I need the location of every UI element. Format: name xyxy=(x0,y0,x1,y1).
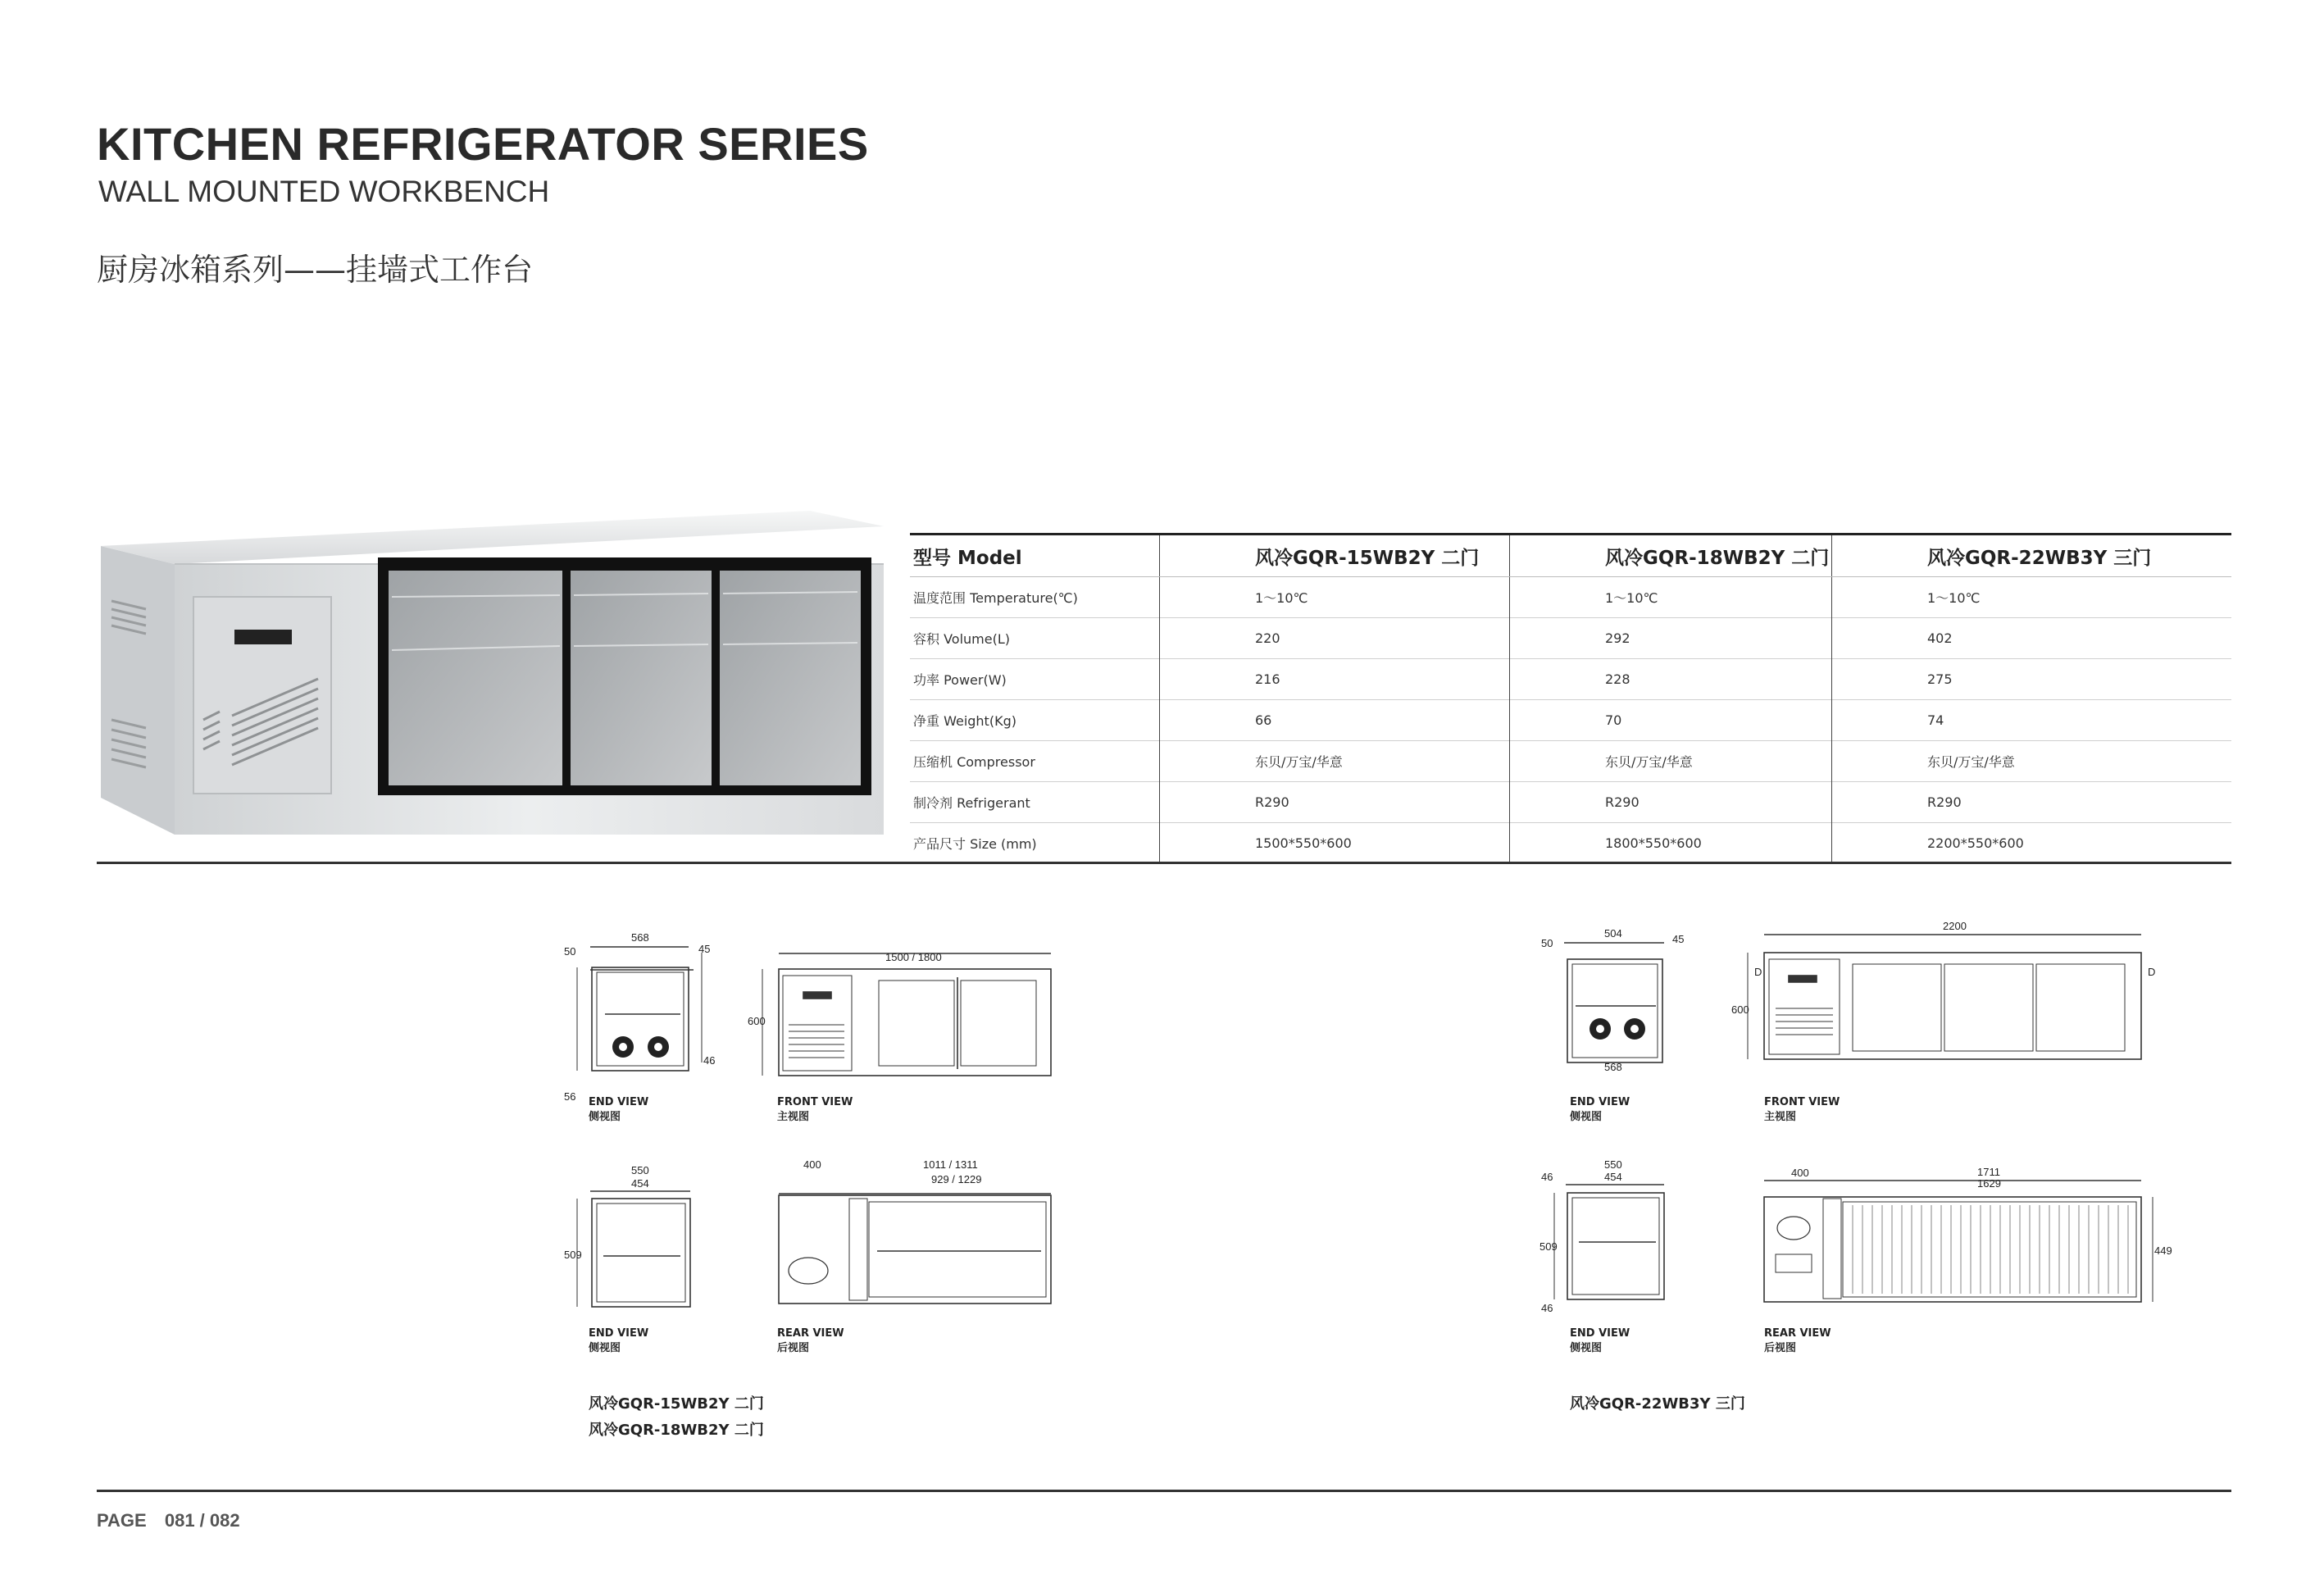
caption-cn: 侧视图 xyxy=(1570,1342,1603,1354)
spec-cell: 1800*550*600 xyxy=(1510,823,1832,864)
rear-view-right xyxy=(1764,1181,2153,1302)
dim-end2-height: 509 xyxy=(564,1249,582,1261)
spec-param: 制冷剂 Refrigerant xyxy=(913,795,1030,811)
door-marker-left: D xyxy=(1754,966,1762,978)
dim-r-front-width: 2200 xyxy=(1943,920,1967,932)
caption-cn: 主视图 xyxy=(777,1111,810,1123)
spec-cell: 2200*550*600 xyxy=(1832,823,2232,864)
spec-cell: 275 xyxy=(1832,659,2232,700)
caption-en: END VIEW xyxy=(1570,1096,1630,1108)
dim-front-width: 1500 / 1800 xyxy=(885,951,942,963)
spec-header-model-2: 风冷GQR-18WB2Y 二门 xyxy=(1510,535,1832,577)
spec-cell: 1～10℃ xyxy=(1160,577,1510,618)
model-name: 风冷GQR-22WB3Y 三门 xyxy=(1570,1395,1745,1413)
spec-param: 温度范围 Temperature(℃) xyxy=(913,590,1078,606)
end-view-left-2 xyxy=(577,1191,690,1307)
spec-cell: 1～10℃ xyxy=(1832,577,2232,618)
dim-r-end2-height: 509 xyxy=(1539,1240,1558,1253)
chinese-title: 厨房冰箱系列——挂墙式工作台 xyxy=(97,252,534,288)
dim-r-rear-outer: 1711 xyxy=(1977,1166,2000,1178)
spec-cell: R290 xyxy=(1510,782,1832,823)
spec-param: 压缩机 Compressor xyxy=(913,754,1035,770)
dim-end-width: 568 xyxy=(631,931,649,944)
caption-cn: 侧视图 xyxy=(589,1342,621,1354)
dim-r-rear-height: 449 xyxy=(2154,1244,2172,1257)
spec-cell: 东贝/万宝/华意 xyxy=(1160,741,1510,782)
page-label: PAGE xyxy=(97,1510,147,1531)
spec-cell: 东贝/万宝/华意 xyxy=(1832,741,2232,782)
caption-end-view-left-2 xyxy=(589,1326,648,1356)
dim-r-rear-left: 400 xyxy=(1791,1167,1809,1179)
dim-rear-left: 400 xyxy=(803,1158,821,1171)
caption-en: REAR VIEW xyxy=(1764,1327,1831,1340)
caption-en: END VIEW xyxy=(589,1327,649,1340)
caption-cn: 主视图 xyxy=(1764,1111,1797,1123)
spec-cell: 216 xyxy=(1160,659,1510,700)
model-name: 风冷GQR-18WB2Y 二门 xyxy=(589,1422,764,1439)
dim-r-end2-inner: 454 xyxy=(1604,1171,1622,1183)
dim-r-front-height: 600 xyxy=(1731,1003,1749,1016)
dim-r-rear-inner: 1629 xyxy=(1977,1177,2001,1190)
spec-cell: 402 xyxy=(1832,618,2232,659)
spec-param: 功率 Power(W) xyxy=(913,672,1007,688)
caption-cn: 侧视图 xyxy=(589,1111,621,1123)
dim-end-top: 45 xyxy=(698,943,711,955)
dim-end-bottom: 56 xyxy=(564,1090,576,1103)
caption-end-view-right xyxy=(1570,1095,1630,1125)
caption-rear-view-right xyxy=(1764,1326,1831,1356)
caption-end-view-right-2 xyxy=(1570,1326,1630,1356)
caption-cn: 侧视图 xyxy=(1570,1111,1603,1123)
dim-end-offset: 50 xyxy=(564,945,576,958)
dim-rear-outer: 1011 / 1311 xyxy=(923,1158,978,1171)
caption-front-view-right xyxy=(1764,1095,1840,1125)
caption-cn: 后视图 xyxy=(1764,1342,1797,1354)
dim-r-end-offset: 50 xyxy=(1541,937,1553,949)
dim-r-end2-bottom: 46 xyxy=(1541,1302,1553,1314)
spec-cell: 70 xyxy=(1510,700,1832,741)
dim-r-end2-top: 46 xyxy=(1541,1171,1553,1183)
dim-r-end-top: 45 xyxy=(1672,933,1685,945)
spec-header-param: 型号 Model xyxy=(910,535,1160,577)
caption-rear-view-left xyxy=(777,1326,844,1356)
model-label-right xyxy=(1570,1391,1745,1417)
page-count: 081 / 082 xyxy=(164,1510,240,1531)
dim-end-side: 46 xyxy=(703,1054,716,1067)
dim-r-end2-outer: 550 xyxy=(1604,1158,1622,1171)
spec-param: 净重 Weight(Kg) xyxy=(913,713,1016,729)
end-view-right xyxy=(1564,943,1664,1062)
end-view-left xyxy=(577,947,702,1071)
dim-r-end-width: 504 xyxy=(1604,927,1622,940)
spec-cell: 东贝/万宝/华意 xyxy=(1510,741,1832,782)
caption-end-view-left xyxy=(589,1095,648,1125)
spec-param: 容积 Volume(L) xyxy=(913,631,1010,647)
spec-cell: 74 xyxy=(1832,700,2232,741)
spec-cell: 292 xyxy=(1510,618,1832,659)
caption-en: END VIEW xyxy=(589,1096,649,1108)
front-view-right xyxy=(1748,935,2141,1059)
spec-header-model-1: 风冷GQR-15WB2Y 二门 xyxy=(1160,535,1510,577)
model-label-left xyxy=(589,1391,764,1444)
spec-cell: R290 xyxy=(1160,782,1510,823)
spec-cell: 1500*550*600 xyxy=(1160,823,1510,864)
spec-header-model-3: 风冷GQR-22WB3Y 三门 xyxy=(1832,535,2232,577)
rear-view-left xyxy=(779,1194,1051,1304)
door-marker-right: D xyxy=(2148,966,2156,978)
caption-en: FRONT VIEW xyxy=(777,1096,853,1108)
page-title: KITCHEN REFRIGERATOR SERIES xyxy=(97,118,869,170)
caption-en: FRONT VIEW xyxy=(1764,1096,1840,1108)
spec-param: 产品尺寸 Size (mm) xyxy=(913,836,1037,853)
spec-cell: 220 xyxy=(1160,618,1510,659)
caption-en: END VIEW xyxy=(1570,1327,1630,1340)
dim-rear-inner: 929 / 1229 xyxy=(931,1173,982,1185)
page-subtitle: WALL MOUNTED WORKBENCH xyxy=(98,175,550,208)
caption-cn: 后视图 xyxy=(777,1342,810,1354)
spec-cell: 228 xyxy=(1510,659,1832,700)
dim-front-height: 600 xyxy=(748,1015,766,1027)
dim-end2-inner: 454 xyxy=(631,1177,649,1190)
dim-r-end-bottom: 568 xyxy=(1604,1061,1622,1073)
page-number xyxy=(97,1510,240,1531)
caption-front-view-left xyxy=(777,1095,853,1125)
spec-cell: 1～10℃ xyxy=(1510,577,1832,618)
end-view-right-2 xyxy=(1554,1185,1664,1299)
footer-divider xyxy=(97,1490,2231,1492)
caption-en: REAR VIEW xyxy=(777,1327,844,1340)
front-view-left xyxy=(762,953,1051,1076)
model-name: 风冷GQR-15WB2Y 二门 xyxy=(589,1395,764,1413)
spec-cell: 66 xyxy=(1160,700,1510,741)
spec-cell: R290 xyxy=(1832,782,2232,823)
dim-end2-outer: 550 xyxy=(631,1164,649,1176)
